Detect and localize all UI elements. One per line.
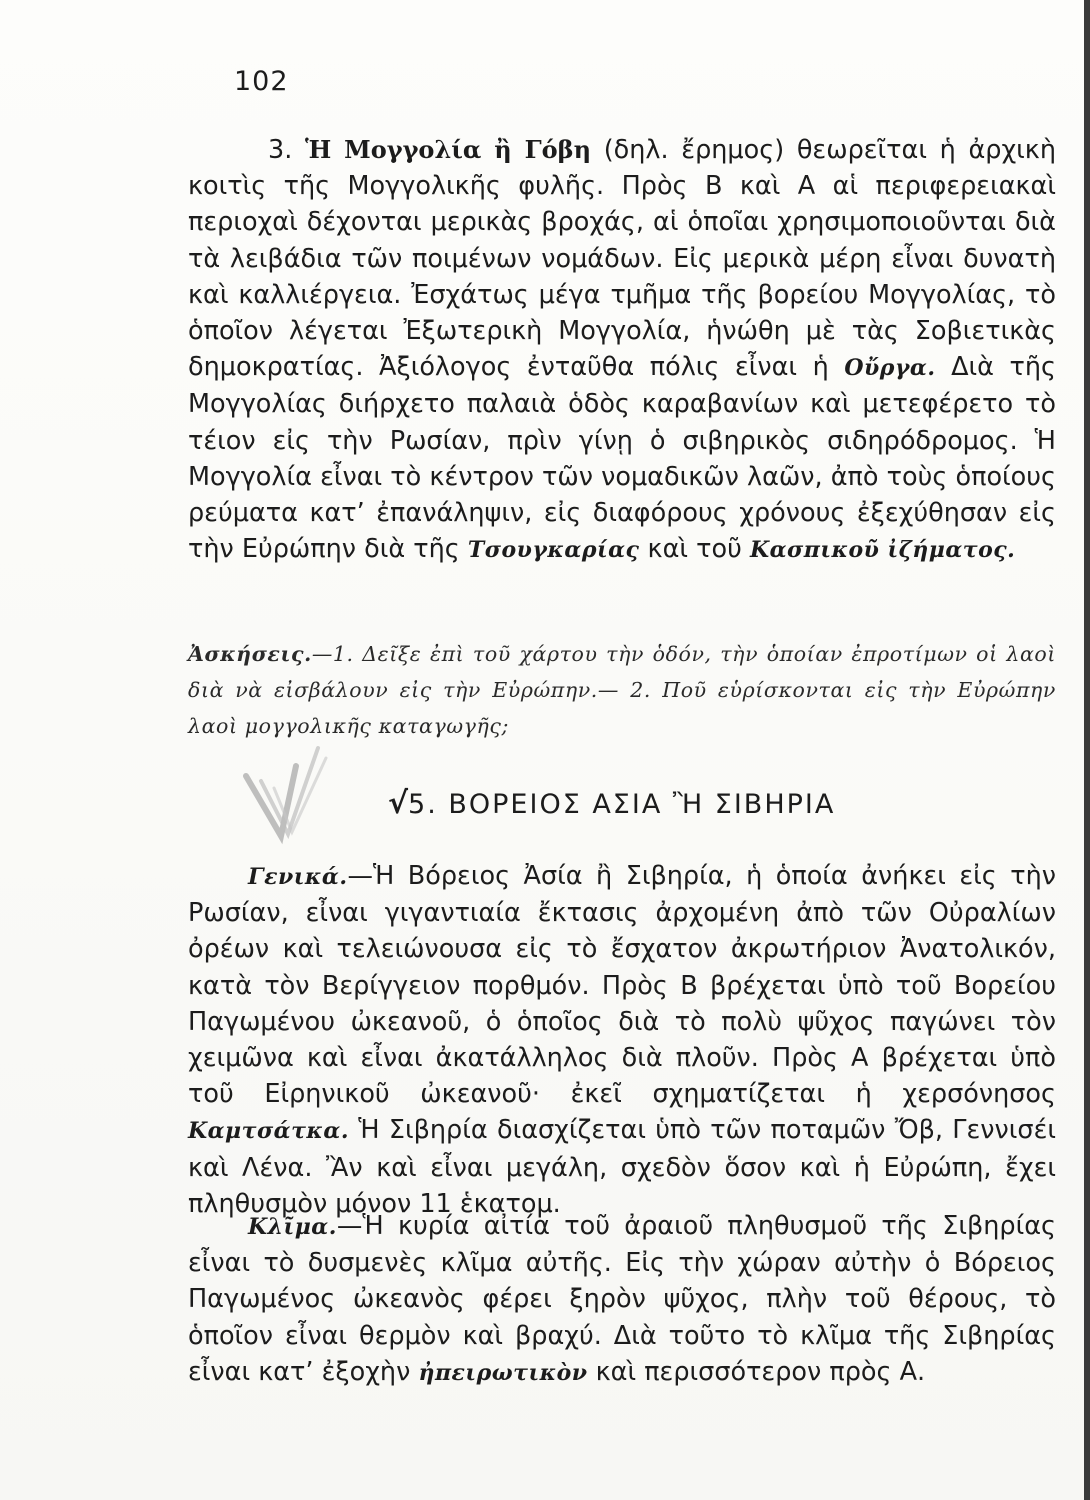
- term-ourga: Οὔργα.: [844, 355, 936, 382]
- paragraph-genika-text-1: —Ἡ Βόρειος Ἀσία ἢ Σιβηρία, ἡ ὁποία ἀνήκει εἰς τὴν Ρωσίαν, εἶναι γιγαντιαία ἔκτασις ἀρχομένη ἀπὸ τῶν Οὐραλίων ὀρέων καὶ τελειώνουσα εἰς τὸ ἔσχατον ἀκρωτήριον Ἀνατολικόν, κατὰ τὸν Βερίγγειον πορθμόν. Πρὸς Β βρέχεται ὑπὸ τοῦ Βορείου Παγωμένου ὠκεανοῦ, ὁ ὁποῖος διὰ τὸ πολὺ ψῦχος παγώνει τὸν χειμῶνα καὶ εἶναι ἀκατάλληλος διὰ πλοῦν. Πρὸς Α βρέχεται ὑπὸ τοῦ Εἰρηνικοῦ ὠκεανοῦ· ἐκεῖ σχηματίζεται ἡ χερσόνησος: [188, 861, 1056, 1110]
- term-kamchatka: Καμτσάτκα.: [188, 1118, 349, 1145]
- term-continental: ἠπειρωτικὸν: [418, 1359, 588, 1386]
- scan-edge: [1084, 0, 1090, 1500]
- paragraph-genika-text: [188, 858, 1056, 1222]
- paragraph-genika: [188, 858, 1056, 1222]
- paragraph-klima-text-1: —Ἡ κυρία αἰτία τοῦ ἀραιοῦ πληθυσμοῦ τῆς Σιβηρίας εἶναι τὸ δυσμενὲς κλῖμα αὐτῆς. Εἰς τὴν χώραν αὐτὴν ὁ Βόρειος Παγωμένος ὠκεανὸς φέρει ξηρὸν ψῦχος, πλὴν τοῦ θέρους, τὸ ὁποῖον εἶναι θερμὸν καὶ βραχύ. Διὰ τοῦτο τὸ κλῖμα τῆς Σιβηρίας εἶναι κατ’ ἐξοχὴν: [188, 1211, 1056, 1387]
- pencil-tick-icon: √: [388, 786, 409, 821]
- paragraph-mongolia: [188, 132, 1056, 568]
- paragraph-klima-text: [188, 1208, 1056, 1391]
- paragraph-genika-text-2: Ἡ Σιβηρία διασχίζεται ὑπὸ τῶν ποταμῶν Ὄβ, Γεννισέι καὶ Λένα. Ἂν καὶ εἶναι μεγάλη, σχεδὸν ὅσον καὶ ἡ Εὐρώπη, ἔχει πληθυσμὸν μόνον 11 ἑκατομ.: [188, 1115, 1056, 1219]
- section-title-text: 5. ΒΟΡΕΙΟΣ ΑΣΙΑ Ἢ ΣΙΒΗΡΙΑ: [408, 789, 836, 820]
- term-kaspian-depression: Κασπικοῦ ἰζήματος.: [749, 537, 1016, 564]
- exercises: [188, 636, 1056, 744]
- exercises-body: —1. Δεῖξε ἐπὶ τοῦ χάρτου τὴν ὁδόν, τὴν ὁποίαν ἐπροτίμων οἱ λαοὶ διὰ νὰ εἰσβάλουν εἰς τὴν Εὐρώπην.— 2. Ποῦ εὑρίσκονται εἰς τὴν Εὐρώπην λαοὶ μογγολικῆς καταγωγῆς;: [188, 642, 1056, 738]
- exercises-label: Ἀσκήσεις.: [188, 642, 312, 666]
- paragraph-mongolia-text: [188, 132, 1056, 568]
- paragraph-number: 3.: [268, 135, 305, 165]
- paragraph-klima-text-2: καὶ περισσότερον πρὸς Α.: [587, 1356, 926, 1387]
- heading-klima: Κλῖμα.: [248, 1214, 337, 1240]
- paragraph-klima: [188, 1208, 1056, 1391]
- paragraph-mongolia-text-1: (δηλ. ἔρημος) θεωρεῖται ἡ ἀρχικὴ κοιτὶς τῆς Μογγολικῆς φυλῆς. Πρὸς Β καὶ Α αἱ περιφερειακαὶ περιοχαὶ δέχονται μερικὰς βροχάς, αἱ ὁποῖαι χρησιμοποιοῦνται διὰ τὰ λειβάδια τῶν ποιμένων νομάδων. Εἰς μερικὰ μέρη εἶναι δυνατὴ καὶ καλλιέργεια. Ἐσχάτως μέγα τμῆμα τῆς βορείου Μογγολίας, τὸ ὁποῖον λέγεται Ἐξωτερικὴ Μογγολία, ἡνώθη μὲ τὰς Σοβιετικὰς δημοκρατίας. Ἀξιόλογος ἐνταῦθα πόλις εἶναι ἡ: [188, 135, 1056, 383]
- section-title: [388, 786, 835, 821]
- paragraph-mongolia-text-3: καὶ τοῦ: [639, 534, 750, 565]
- page-number: 102: [234, 66, 289, 97]
- heading-genika: Γενικά.: [248, 864, 348, 890]
- exercises-text: [188, 636, 1056, 744]
- pencil-check-mark: [226, 736, 396, 846]
- paragraph-mongolia-text-2: Διὰ τῆς Μογγολίας διήρχετο παλαιὰ ὁδὸς καραβανίων καὶ μετεφέρετο τὸ τέιον εἰς τὴν Ρωσίαν, πρὶν γίνῃ ὁ σιβηρικὸς σιδηρόδρομος. Ἡ Μογγολία εἶναι τὸ κέντρον τῶν νομαδικῶν λαῶν, ἀπὸ τοὺς ὁποίους ρεύματα κατ’ ἐπανάληψιν, εἰς διαφόρους χρόνους ἐξεχύθησαν εἰς τὴν Εὐρώπην διὰ τῆς: [188, 352, 1056, 565]
- term-tsougkaria: Τσουγκαρίας: [467, 537, 640, 564]
- term-mongolia-gobi: Ἡ Μογγολία ἢ Γόβη: [305, 135, 592, 164]
